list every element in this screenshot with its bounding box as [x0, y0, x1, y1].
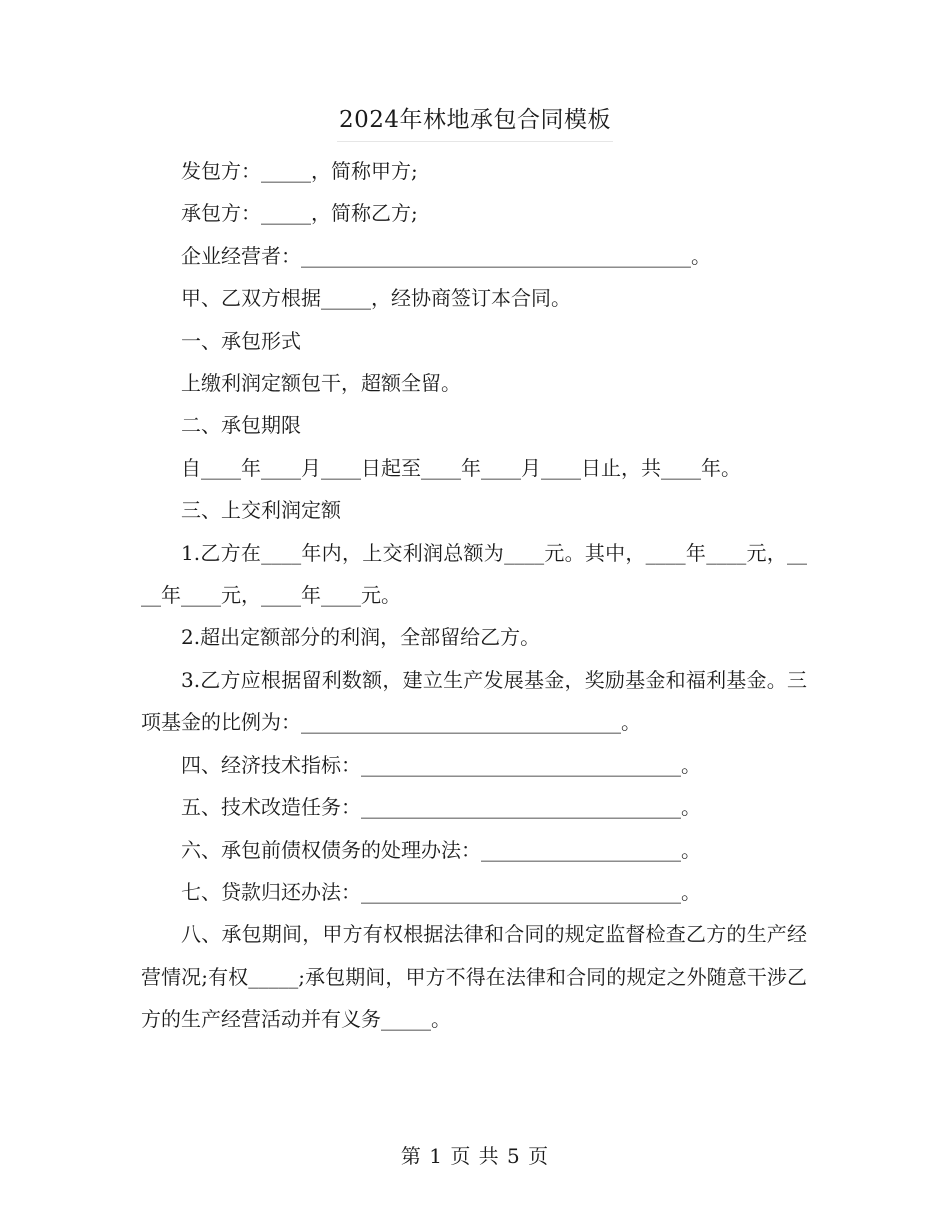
document-body	[141, 150, 807, 1041]
paragraph-issuer: 发包方：_____，简称甲方;	[181, 159, 418, 183]
document-title: 2024年林地承包合同模板	[337, 102, 613, 142]
section-debt-handling: 六、承包前债权债务的处理办法：____________________。	[181, 837, 701, 862]
paragraph-profit-total: 1.乙方在____年内，上交利润总额为____元。其中，____年____元，____年____元，____年____元。	[141, 540, 807, 608]
paragraph-operator: 企业经营者：_______________________________________。	[181, 243, 711, 268]
paragraph-profit-excess: 2.超出定额部分的利润，全部留给乙方。	[181, 625, 541, 650]
section-loan-repayment: 七、贷款归还办法：________________________________。	[181, 879, 701, 904]
paragraph-contractor: 承包方：_____，简称乙方;	[181, 201, 418, 226]
paragraph-funds: 3.乙方应根据留利数额，建立生产发展基金，奖励基金和福利基金。三项基金的比例为：________________________________。	[141, 667, 807, 735]
section-heading-profit-quota: 三、上交利润定额	[181, 498, 341, 523]
paragraph-basis: 甲、乙双方根据_____，经协商签订本合同。	[181, 286, 571, 311]
page-number: 第 1 页 共 5 页	[400, 1144, 550, 1168]
paragraph-form: 上缴利润定额包干，超额全留。	[181, 371, 461, 396]
section-economic-indicators: 四、经济技术指标：________________________________。	[181, 752, 701, 777]
section-tech-upgrade: 五、技术改造任务：________________________________。	[181, 795, 701, 820]
title-container	[0, 102, 950, 142]
paragraph-term: 自____年____月____日起至____年____月____日止，共____年。	[181, 455, 741, 480]
section-heading-form: 一、承包形式	[181, 328, 301, 353]
section-supervision: 八、承包期间，甲方有权根据法律和合同的规定监督检查乙方的生产经营情况;有权_____;承包期间，甲方不得在法律和合同的规定之外随意干涉乙方的生产经营活动并有义务_____。	[141, 922, 807, 1032]
section-heading-term: 二、承包期限	[181, 413, 301, 438]
